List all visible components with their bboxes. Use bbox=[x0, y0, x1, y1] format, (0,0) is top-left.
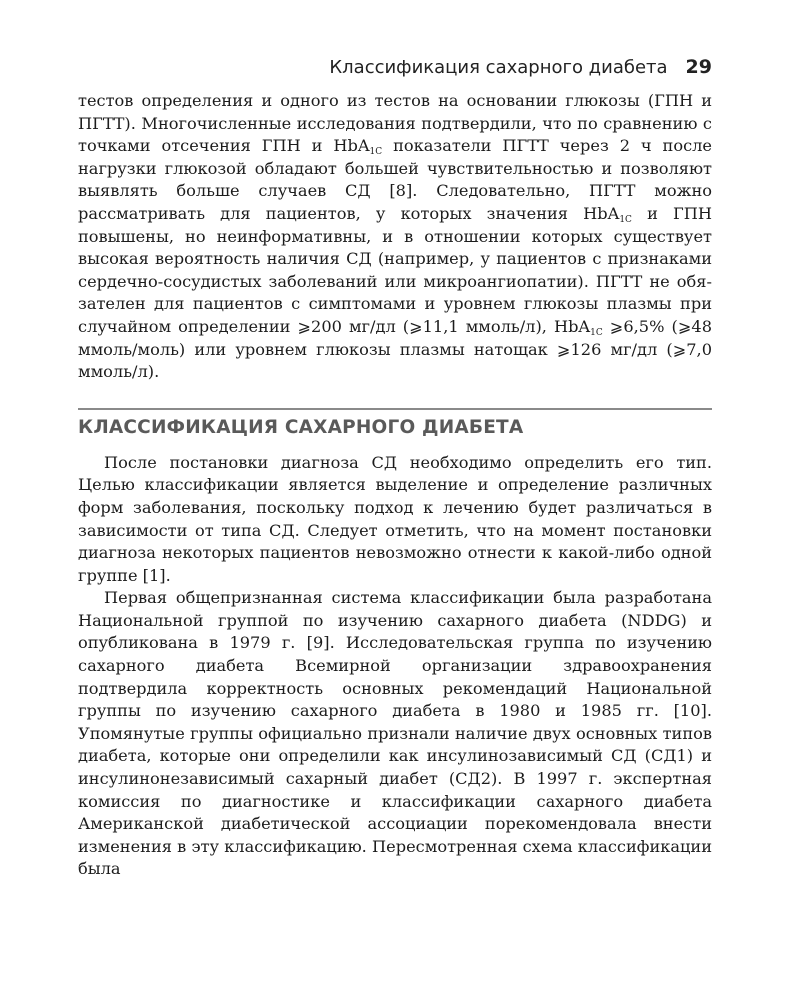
section-heading: КЛАССИФИКАЦИЯ САХАРНОГО ДИАБЕТА bbox=[78, 416, 524, 438]
running-header bbox=[78, 56, 712, 86]
hba1c-subscript-2: 1C bbox=[619, 214, 632, 225]
book-page bbox=[78, 56, 712, 881]
intro-text-part1: тестов определения и одного из тестов на основании глюкозы (ГПН и ПГТТ). Многочисленные исследования подтвердили, что по сравнению с точками отсечения ГПН и HbA bbox=[78, 91, 712, 156]
section-paragraph-2: Первая общепризнанная система классификации была разработана Национальной группой по изучению сахарного диабета (NDDG) и опубликована в 1979 г. [9]. Исследовательская группа по изучению сахарного диабета Всемирной организации здравоохранения подтвердила корректность основных рекомендаций Национальной группы по изучению сахарного диабета в 1980 и 1985 гг. [10]. Упомянутые группы официально признали наличие двух основных типов диабета, которые они определили как инсулинозависимый СД (СД1) и инсулинонезависимый сахарный диабет (СД2). В 1997 г. экспертная комиссия по диагностике и классификации сахарного диабета Американской диабетической ассоциации порекомендовала внести изменения в эту классификацию. Пересмотренная схема классификации была bbox=[78, 588, 712, 879]
hba1c-subscript-3: 1C bbox=[590, 327, 603, 338]
page-number: 29 bbox=[685, 56, 712, 78]
intro-paragraph bbox=[78, 90, 712, 384]
running-header-title: Классификация сахарного диабета bbox=[329, 57, 668, 78]
intro-text-part2: показатели ПГТТ через 2 ч после нагрузки глюкозой обладают большей чувствительностью и позволяют выявлять больше случаев СД [8]. Следовательно, ПГТТ можно рассматривать для пациентов, у которых значения HbA bbox=[78, 136, 712, 223]
intro-text-part4: ⩾6,5% (⩾48 ммоль/моль) или уровнем глюкозы плазмы натощак ⩾126 мг/дл (⩾7,0 ммоль/л). bbox=[78, 316, 712, 382]
section-paragraph-1: После постановки диагноза СД необходимо определить его тип. Целью классификации является выделение и определение различных форм заболевания, поскольку подход к лечению будет различаться в зависимости от типа СД. Следует отметить, что на момент постановки диагноза некоторых пациентов невозможно отнести к какой-либо одной группе [1]. bbox=[78, 452, 712, 585]
section-divider bbox=[78, 408, 712, 410]
hba1c-subscript-1: 1C bbox=[369, 147, 383, 158]
intro-text-part3: и ГПН повышены, но неинформативны, и в отношении которых существует высокая вероятность наличия СД (например, у пациентов с признаками сердечно-сосудистых заболеваний или микроангиопатии). ПГТТ не обязателен для пациентов с симптомами и уровнем глюкозы плазмы при случайном определении ⩾200 мг/дл (⩾11,1 ммоль/л), HbA bbox=[78, 203, 712, 336]
